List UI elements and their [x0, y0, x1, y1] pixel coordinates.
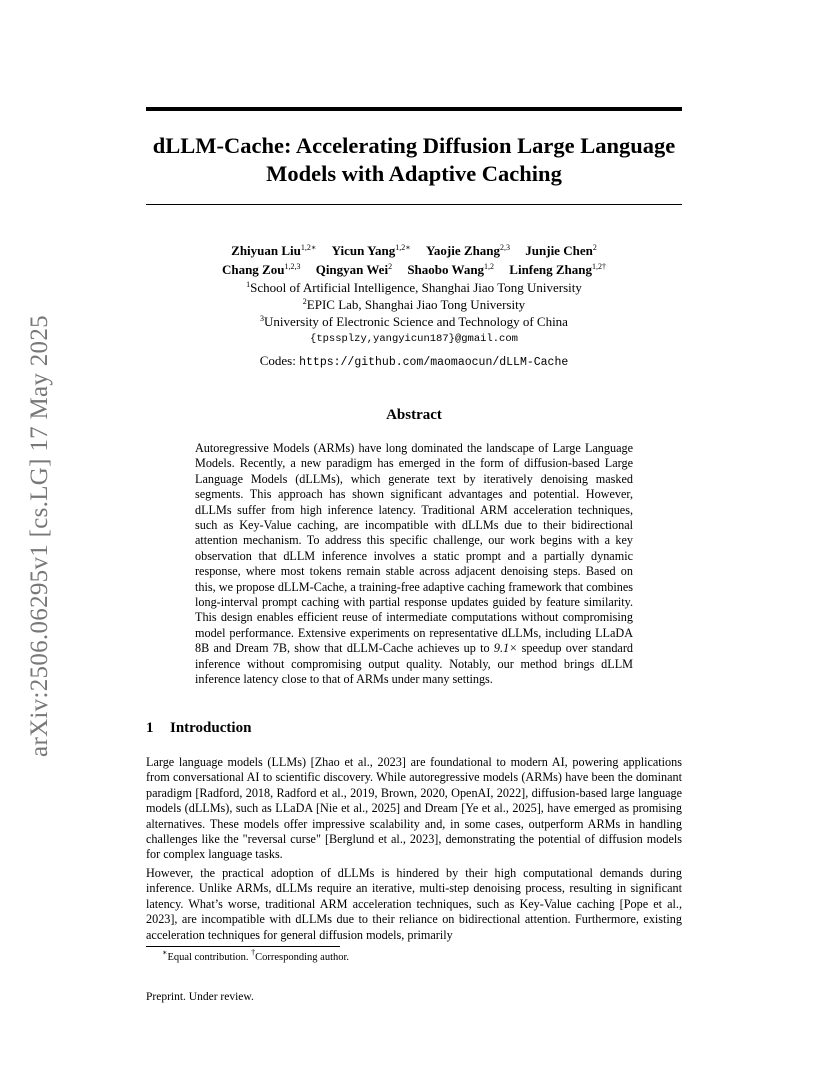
intro-paragraph-2: However, the practical adoption of dLLMs is hindered by their high computational demands during inference. Unlike ARMs, dLLMs require an iterative, multi-step denoising process, resulting in significant latency. What’s worse, traditional ARM acceleration techniques, such as Key-Value caching [Pope et al., 2023], are incompatible with dLLMs due to their reliance on bidirectional attention. Furthermore, existing acceleration techniques for general diffusion models, primarily	[146, 866, 682, 942]
section-heading-introduction	[146, 720, 251, 737]
affiliation: $^1$School of Artificial Intelligence, Shanghai Jiao Tong University	[246, 280, 582, 295]
title-line-1: dLLM-Cache: Accelerating Diffusion Large Language	[152, 133, 676, 158]
intro-paragraph-1: Large language models (LLMs) [Zhao et al., 2023] are foundational to modern AI, powering applications from conversational AI to scientific discovery. While autoregressive models (ARMs) have been the dominant paradigm [Radford, 2018, Radford et al., 2019, Brown, 2020, OpenAI, 2022], diffusion-based large language models (dLLMs), such as LLaDA [Nie et al., 2025] and Dream [Ye et al., 2025], have emerged as promising alternatives. These models offer impressive scalability and, in some cases, outperform ARMs in handling challenges like the "reversal curse" [Berglund et al., 2023], demonstrating the potential of diffusion models for complex language tasks.	[146, 755, 682, 862]
author-email: {tpssplzy,yangyicun187}@gmail.com	[310, 333, 518, 345]
arxiv-stamp: arXiv:2506.06295v1 [cs.LG] 17 May 2025	[26, 315, 53, 757]
author: Zhiyuan Liu$^{1,2∗}$	[231, 243, 317, 258]
title-line-2: Models with Adaptive Caching	[266, 161, 562, 186]
footnote-rule	[146, 946, 340, 947]
author: Chang Zou$^{1,2,3}$	[221, 262, 301, 277]
title-rule-top	[146, 107, 682, 111]
title-rule-bottom	[146, 204, 682, 205]
author: Qingyan Wei$^2$	[315, 262, 393, 277]
codes-url[interactable]: https://github.com/maomaocun/dLLM-Cache	[299, 356, 569, 369]
section-title: Introduction	[170, 720, 252, 736]
affiliation-list	[146, 279, 682, 330]
affiliation: $^3$University of Electronic Science and Technology of China	[260, 314, 568, 329]
codes-label: Codes:	[259, 353, 296, 368]
code-link	[146, 353, 682, 369]
author: Linfeng Zhang$^{1,2\dagger}$	[509, 262, 607, 277]
author: Yaojie Zhang$^{2,3}$	[425, 243, 511, 258]
author: Yicun Yang$^{1,2∗}$	[331, 243, 411, 258]
author: Shaobo Wang$^{1,2}$	[407, 262, 495, 277]
paper-title	[146, 132, 682, 188]
author-list	[146, 241, 682, 279]
author: Junjie Chen$^2$	[525, 243, 597, 258]
abstract-text: Autoregressive Models (ARMs) have long dominated the landscape of Large Language Models. Recently, a new paradigm has emerged in the form of diffusion-based Large Language Models (dLLMs), which generate text by iteratively denoising masked segments. This approach has shown significant advantages and potential. However, dLLMs suffer from high inference latency. Traditional ARM acceleration techniques, such as Key-Value caching, are incompatible with dLLMs due to their bidirectional attention mechanism. To address this specific challenge, our work begins with a key observation that dLLM inference involves a static prompt and a partially dynamic response, where most tokens remain stable across adjacent denoising steps. Based on this, we propose dLLM-Cache, a training-free adaptive caching framework that combines long-interval prompt caching with partial response updates guided by feature similarity. This design enables efficient reuse of intermediate computations without compromising model performance. Extensive experiments on representative dLLMs, including LLaDA 8B and Dream 7B, show that dLLM-Cache achieves up to 9.1× speedup over standard inference without compromising output quality. Notably, our method brings dLLM inference latency close to that of ARMs under many settings.	[195, 441, 633, 687]
section-number: 1	[146, 720, 154, 736]
footnote: ∗Equal contribution. †Corresponding author.	[162, 948, 350, 963]
preprint-footer: Preprint. Under review.	[146, 991, 254, 1003]
affiliation: $^2$EPIC Lab, Shanghai Jiao Tong University	[302, 297, 526, 312]
abstract-heading: Abstract	[386, 407, 442, 423]
